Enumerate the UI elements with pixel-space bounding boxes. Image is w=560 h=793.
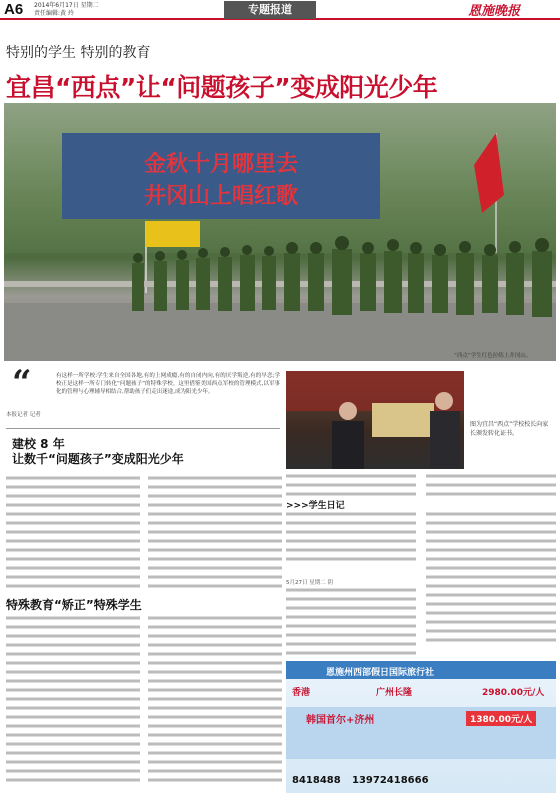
ad-title: 恩施州西部假日国际旅行社	[326, 668, 435, 678]
certificate	[372, 403, 434, 437]
body-text-columns-1	[6, 476, 282, 592]
subheading-founded-line1: 建校 8 年	[12, 437, 65, 451]
ceremony-illustration	[286, 371, 464, 469]
subheading-student-diary: >>>学生日记	[286, 501, 345, 511]
banner-line2: 井冈山上唱红歌	[143, 184, 299, 209]
article-byline: 本报记者 记者	[6, 412, 41, 418]
photo-illustration	[4, 103, 556, 361]
subheading-special-education: 特殊教育“矫正”特殊学生	[6, 598, 142, 612]
article-intro: 有这样一所学校:学生来自全国各地,有的上网成瘾,有的自闭内向,有的厌学叛逆,有的早恋;学校正是这样一所专门转化“问题孩子”的特殊学校。这里借鉴美国西点军校的管理模式,以军事化的管理与心理辅导相结合,帮助孩子们走出迷途,成为阳光少年。	[56, 373, 280, 395]
main-photo	[4, 103, 556, 361]
issue-info	[34, 2, 99, 18]
ad-route-guangzhou: 广州长隆	[376, 688, 413, 698]
ad-phone-2: 13972418666	[352, 775, 429, 786]
masthead-logo: 恩施晚报	[468, 4, 521, 19]
travel-advertisement[interactable]	[286, 661, 556, 793]
ad-route-korea: 韩国首尔+济州	[306, 715, 375, 726]
ad-phone-1: 8418488	[292, 775, 341, 786]
ad-price-2: 1380.00元/人	[466, 711, 536, 726]
issue-date: 2014年6月17日 星期二	[34, 2, 99, 9]
banner-line1: 金秋十月哪里去	[143, 152, 299, 177]
ad-route-hongkong: 香港	[292, 688, 311, 698]
page-number: A6	[4, 1, 24, 18]
subheading-founded-line2: 让数千“问题孩子”变成阳光少年	[12, 452, 184, 466]
subheading-founded	[12, 437, 184, 467]
yellow-flag	[146, 221, 200, 247]
ad-price-1: 2980.00元/人	[482, 688, 545, 698]
section-tag: 专题报道	[224, 1, 316, 19]
ceremony-photo	[286, 371, 464, 469]
main-photo-caption: “西点”学生红色拉练上井冈山。	[454, 353, 532, 359]
ceremony-photo-caption: 图为宜昌“西点”学校校长向家长颁发转化证书。	[470, 421, 549, 437]
diary-date: 5月27日 星期二 阴	[286, 580, 333, 586]
body-text-right-top	[286, 474, 556, 496]
body-text-columns-2	[6, 616, 282, 792]
article-kicker: 特别的学生 特别的教育	[6, 45, 151, 61]
article-headline: 宜昌“西点”让“问题孩子”变成阳光少年	[6, 73, 438, 102]
divider	[6, 428, 280, 429]
issue-editor: 责任编辑:黄 玲	[34, 10, 74, 17]
quote-mark-icon: “	[12, 363, 32, 403]
